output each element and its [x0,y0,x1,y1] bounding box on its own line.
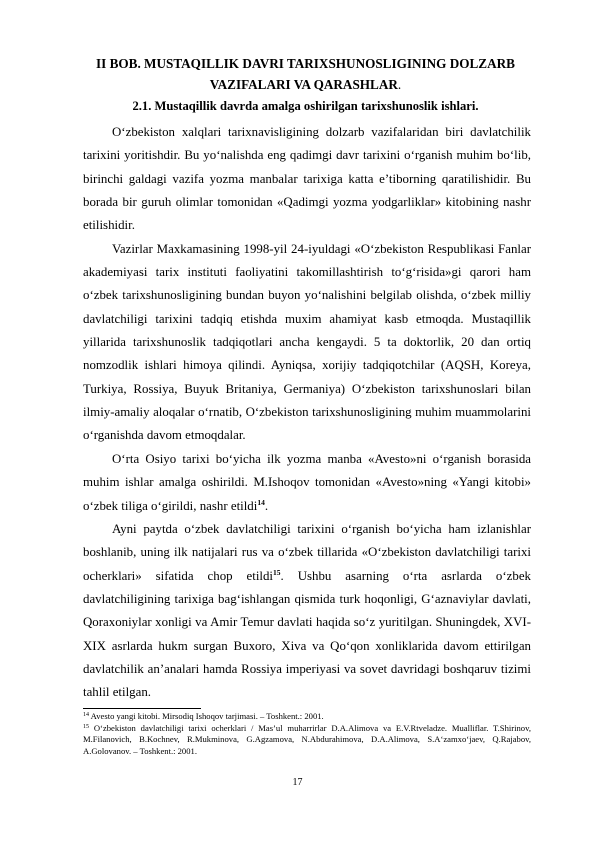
footnote-15-number: 15 [83,723,89,730]
paragraph-2: Vazirlar Maxkamasining 1998-yil 24-iyuldagi «O‘zbekiston Respublikasi Fanlar akademiyasi tarix instituti faoliyatini takomillashtirish to‘g‘risida»gi qarori ham o‘zbek tarixshunosligining bundan buyon yo‘nalishini belgilab olishda, o‘zbek milliy davlatchiligi tarixini tadqiq etishda muxim ahamiyat kasb etmoqda. Mustaqillik yillarida tarixshunoslik tadqiqotlari ancha kengaydi. 5 ta doktorlik, 20 dan ortiq nomzodlik ishlari himoya qilindi. Ayniqsa, xorijiy tadqiqotchilar (AQSH, Koreya, Turkiya, Rossiya, Buyuk Britaniya, Germaniya) O‘zbekiston tarixshunoslari bilan ilmiy-amaliy aloqalar o‘rnatib, O‘zbekiston tarixshunosligining muhim muammolarini o‘rganishda davom etmoqdalar. [83,241,531,443]
paragraph-3 [83,448,531,518]
footnotes [83,711,531,758]
footnote-14-number: 14 [83,712,89,718]
paragraph-4 [83,518,531,705]
section-title: 2.1. Mustaqillik davrda amalga oshirilgan tarixshunoslik ishlari. [132,99,479,113]
footnote-separator [83,708,201,709]
chapter-title-line2 [80,74,531,95]
paragraph-4-text-b: . Ushbu asarning o‘rta asrlarda o‘zbek davlatchiligining tarixiga bag‘ishlangan qismida turk hoqonligi, G‘aznaviylar davlati, Qoraxoniylar xonligi va Amir Temur davlati haqida so‘z yuritilgan. Shuningdek, XVI-XIX asrlarda hukm surgan Buxoro, Xiva va Qo‘qon xonliklarida davom ettirilgan davlatchilik an’analari hamda Rossiya imperiyasi va sovet davridagi boshqaruv tizimi tahlil etilgan. [83,568,532,700]
paragraph-3-text: O‘rta Osiyo tarixi bo‘yicha ilk yozma manba «Avesto»ni o‘rganish borasida muhim ishlar amalga oshirildi. M.Ishoqov tomonidan «Avesto»ning «Yangi kitobi» o‘zbek tiliga o‘girildi, nashr etildi [83,451,531,513]
footnote-14-text: Avesto yangi kitobi. Mirsodiq Ishoqov tarjimasi. – Toshkent.: 2001. [89,711,324,721]
chapter-title-line2-suffix: . [397,77,402,92]
chapter-title-line1: II BOB. MUSTAQILLIK DAVRI TARIXSHUNOSLIGINING DOLZARB [96,56,515,71]
footnote-14 [83,711,531,723]
page-number: 17 [292,777,303,788]
paragraph-4-text-a: Ayni paytda o‘zbek davlatchiligi tarixini o‘rganish bo‘yicha ham izlanishlar boshlanib, uning ilk natijalari rus va o‘zbek tillarida «O‘zbekiston davlatchiligi tarixi ocherklari» sifatida chop etildi [83,521,531,583]
footnote-ref-15: 15 [273,567,281,577]
footnote-ref-14: 14 [257,497,265,507]
footnote-15 [83,723,531,758]
paragraph-1: O‘zbekiston xalqlari tarixnavisligining dolzarb vazifalaridan biri davlatchilik tarixini yoritishdir. Bu yo‘nalishda eng qadimgi davr tarixini o‘rganish muhim bo‘lib, birinchi galdagi vazifa yozma manbalar tarixiga katta e’tiborning qaratilishidir. Bu borada bir guruh olimlar tomonidan «Qadimgi yozma yodgarliklar» kitobining nashr etilishidir. [83,125,531,233]
body-text [83,121,531,705]
paragraph-3-end: . [264,498,269,513]
footnote-15-text: O‘zbekiston davlatchiligi tarixi ocherklari / Mas’ul muharrirlar D.A.Alimova va E.V.Rtveladze. Mualliflar. T.Shirinov, M.Filanovich, B.Kochnev, R.Mukminova, G.Agzamova, N.Abdurahimova, D.A.Alimova, S.A‘zamxo‘jaev, Q.Rajabov, A.Golovanov. – Toshkent.: 2001. [83,722,531,757]
chapter-title-line2-text: VAZIFALARI VA QARASHLAR [209,77,398,92]
